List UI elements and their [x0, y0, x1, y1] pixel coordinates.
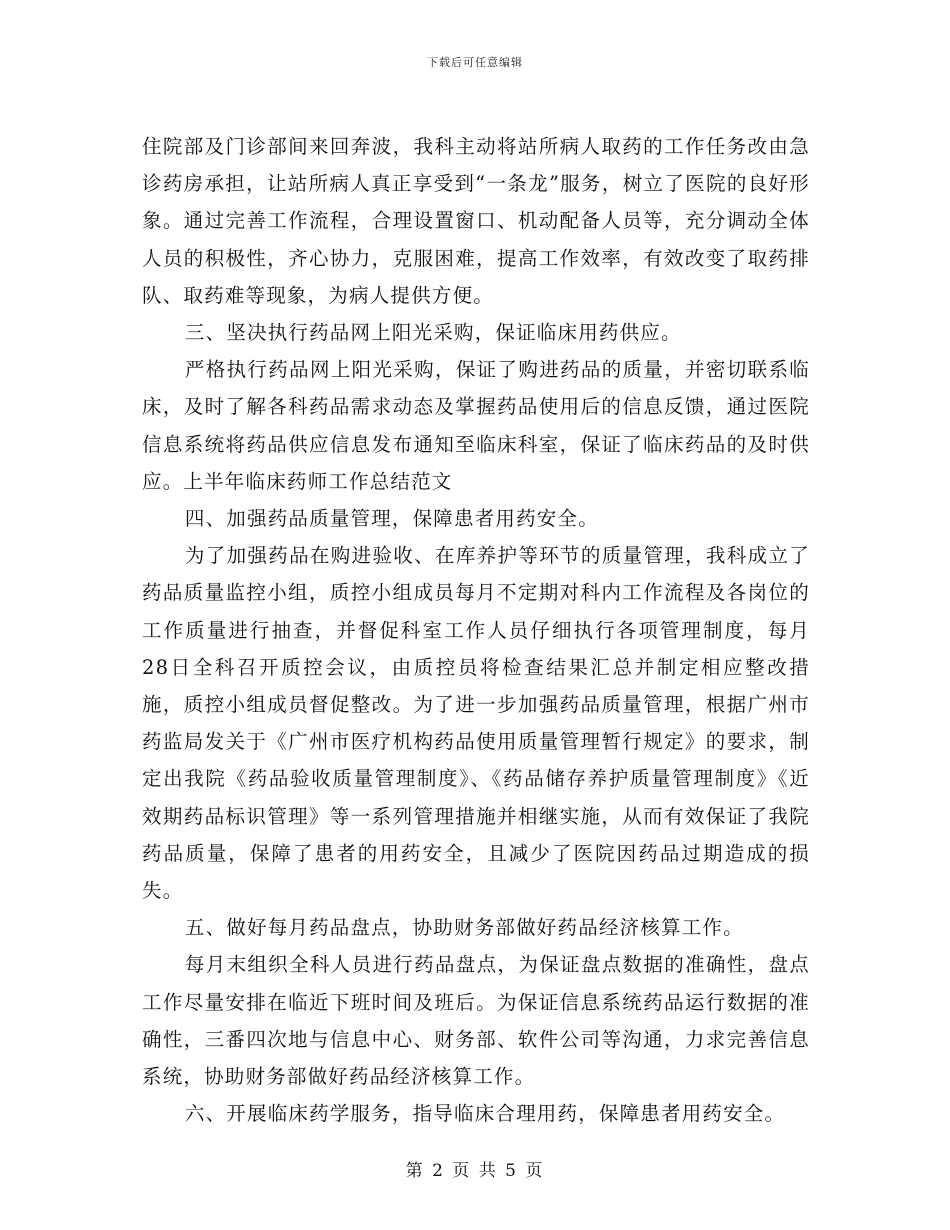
document-body [142, 128, 810, 1132]
page-number: 第 2 页 共 5 页 [405, 1161, 545, 1181]
paragraph-1: 住院部及门诊部间来回奔波，我科主动将站所病人取药的工作任务改由急诊药房承担，让站所病人真正享受到“一条龙”服务，树立了医院的良好形象。通过完善工作流程，合理设置窗口、机动配备人员等，充分调动全体人员的积极性，齐心协力，克服困难，提高工作效率，有效改变了取药排队、取药难等现象，为病人提供方便。 [142, 135, 810, 307]
paragraph-5: 每月末组织全科人员进行药品盘点，为保证盘点数据的准确性，盘点工作尽量安排在临近下班时间及班后。为保证信息系统药品运行数据的准确性，三番四次地与信息中心、财务部、软件公司等沟通，力求完善信息系统，协助财务部做好药品经济核算工作。 [142, 953, 810, 1089]
paragraph-4: 为了加强药品在购进验收、在库养护等环节的质量管理，我科成立了药品质量监控小组，质控小组成员每月不定期对科内工作流程及各岗位的工作质量进行抽查，并督促科室工作人员仔细执行各项管理制度，每月28日全科召开质控会议，由质控员将检查结果汇总并制定相应整改措施，质控小组成员督促整改。为了进一步加强药品质量管理，根据广州市药监局发关于《广州市医疗机构药品使用质量管理暂行规定》的要求，制定出我院《药品验收质量管理制度》、《药品储存养护质量管理制度》《近效期药品标识管理》等一系列管理措施并相继实施，从而有效保证了我院药品质量，保障了患者的用药安全，且减少了医院因药品过期造成的损失。 [142, 544, 810, 903]
section-heading-5: 五、做好每月药品盘点，协助财务部做好药品经济核算工作。 [184, 916, 744, 940]
page-header: 下载后可任意编辑 [427, 56, 523, 69]
section-heading-6: 六、开展临床药学服务，指导临床合理用药，保障患者用药安全。 [184, 1102, 786, 1126]
section-heading-3: 三、坚决执行药品网上阳光采购，保证临床用药供应。 [184, 321, 682, 345]
paragraph-3: 严格执行药品网上阳光采购，保证了购进药品的质量，并密切联系临床，及时了解各科药品需求动态及掌握药品使用后的信息反馈，通过医院信息系统将药品供应信息发布通知至临床科室，保证了临床药品的及时供应。上半年临床药师工作总结范文 [142, 358, 810, 493]
section-heading-4: 四、加强药品质量管理，保障患者用药安全。 [184, 507, 599, 531]
